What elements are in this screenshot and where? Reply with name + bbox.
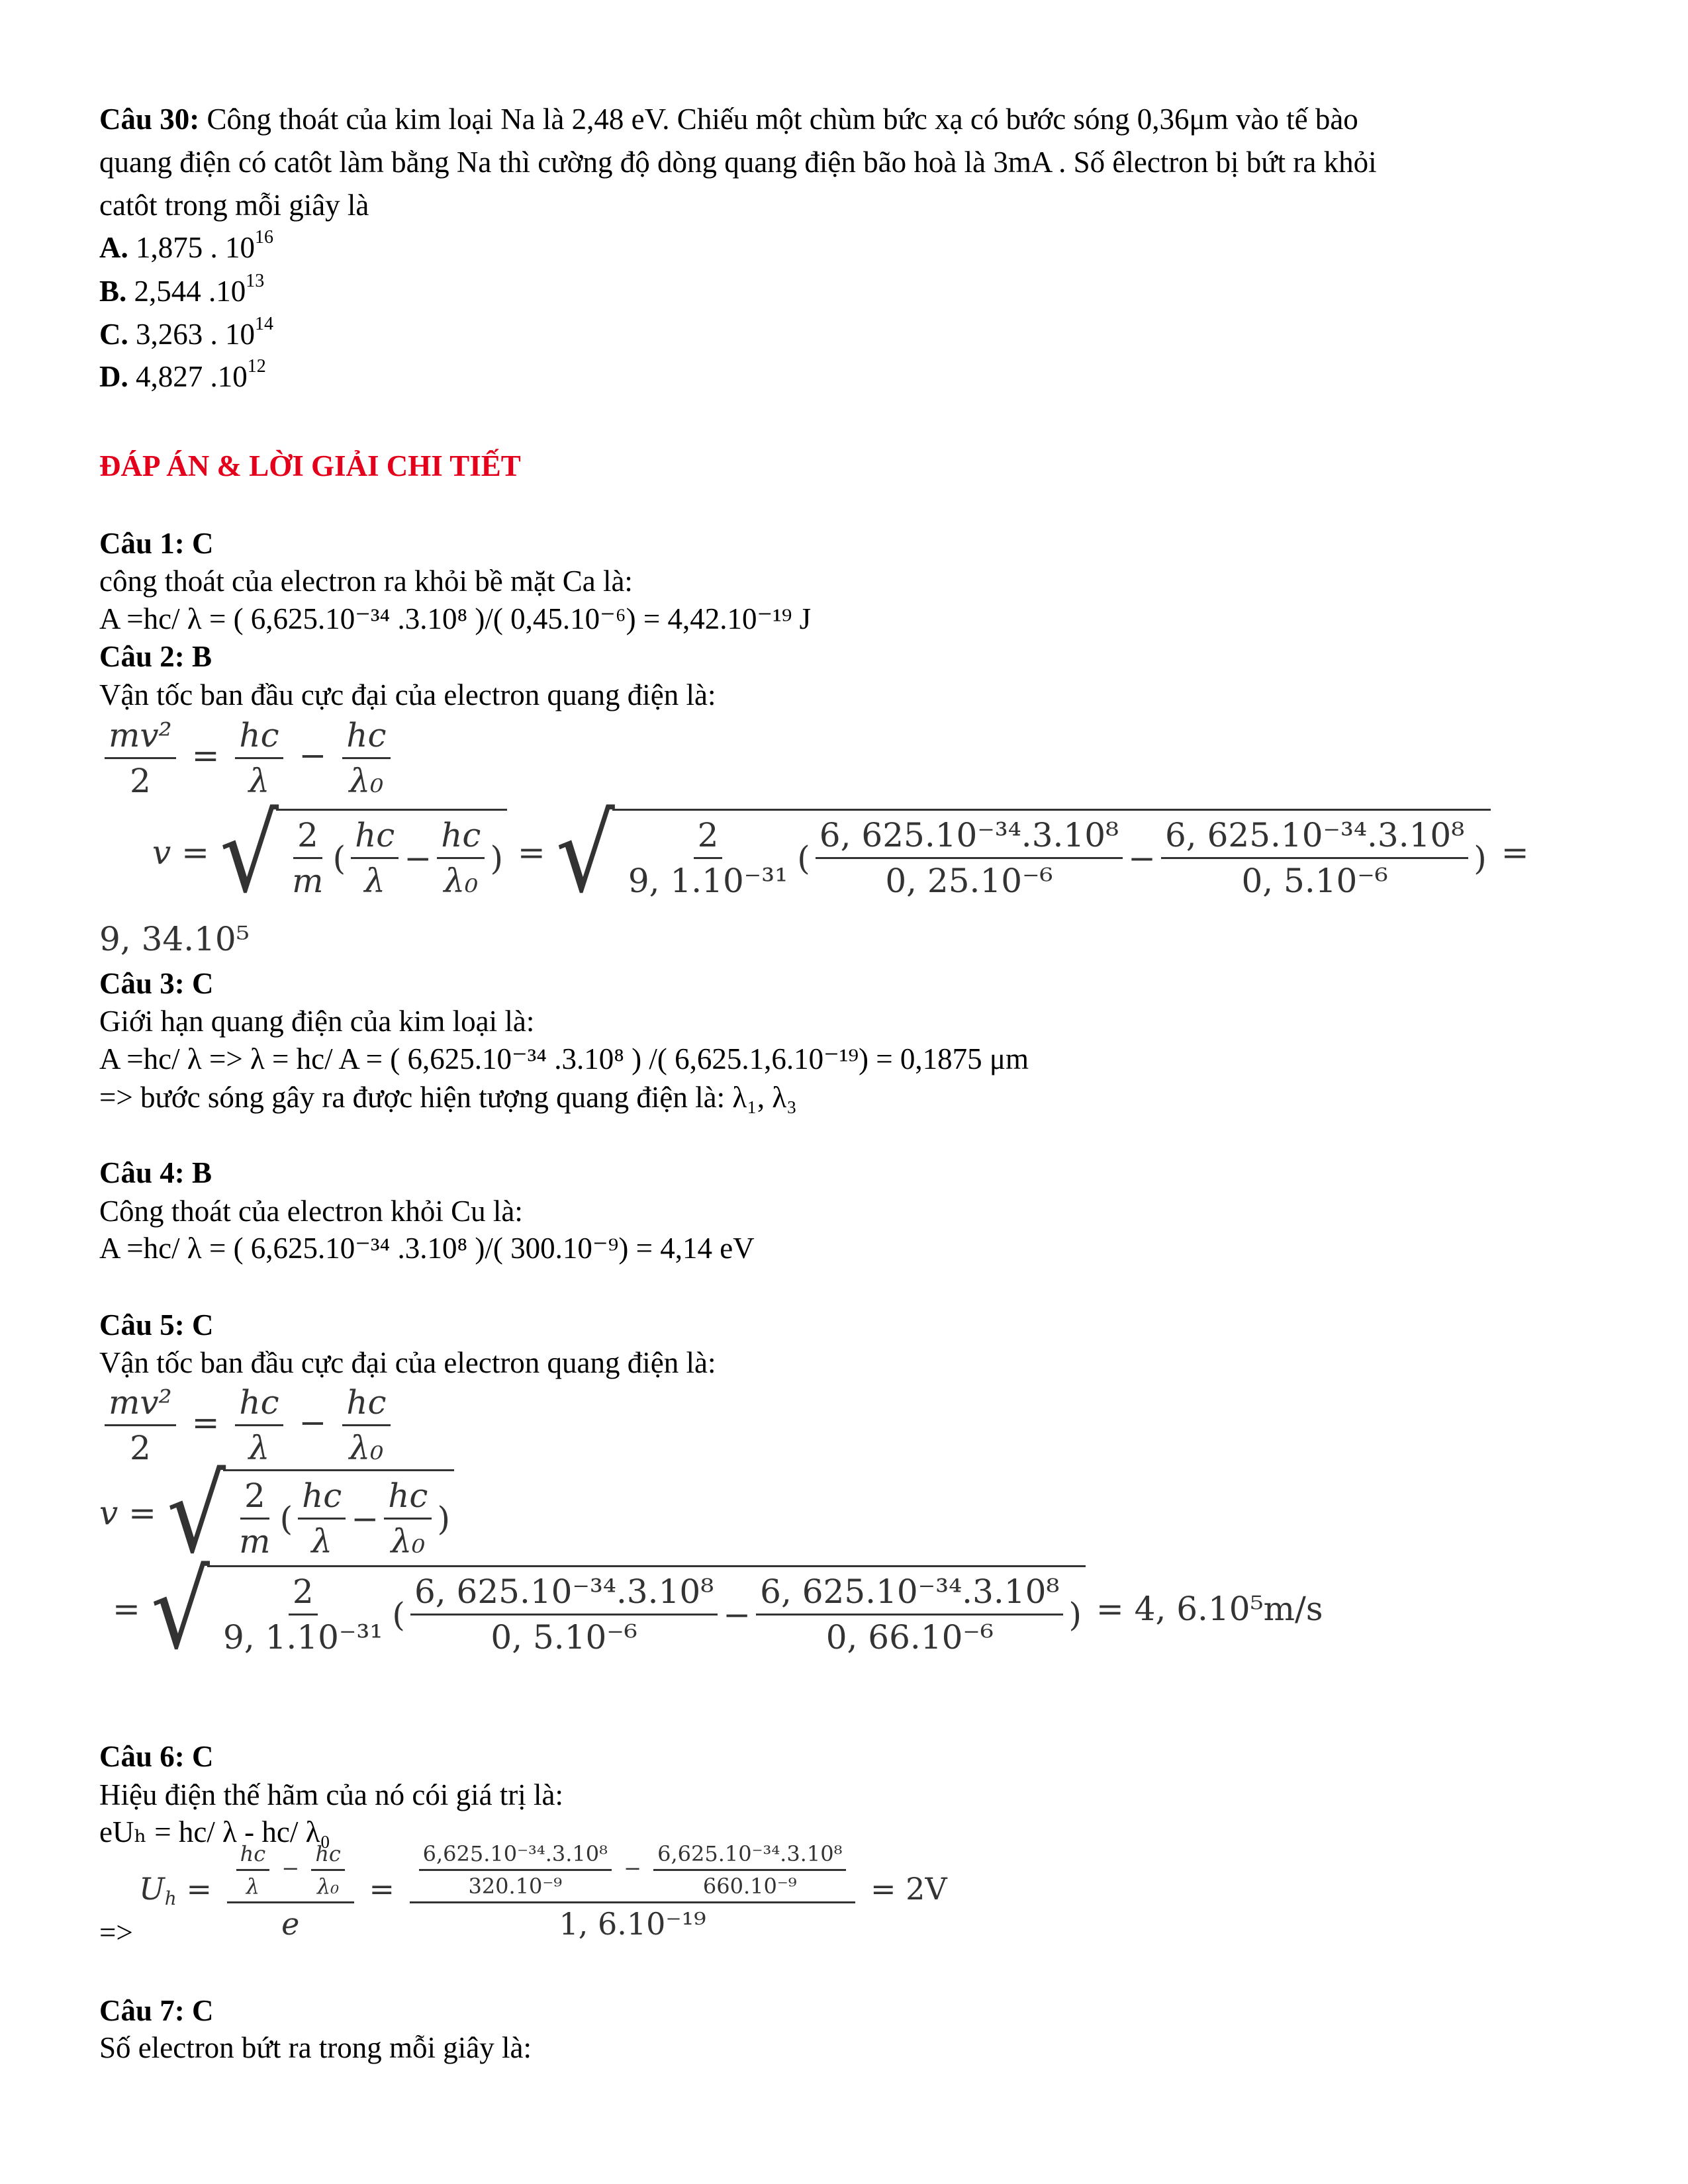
a1-equation: A =hc/ λ = ( 6,625.10⁻³⁴ .3.10⁸ )/( 0,45.10⁻⁶) = 4,42.10⁻¹⁹ J (99, 602, 812, 635)
a2-velocity-formula: v = √ $\frac{2}{m}$ ( $\frac{hc}{\lambda}$ − $\frac{hc}{\text{λ₀}}$ ) = √ $\frac{2}{\text{9, 1.10⁻³¹}}$ ( $\frac{\text{6, 625.10⁻³⁴.3.10⁸}}{\text{0, 25.10⁻⁶}}$ − $\frac{\text{6, 625.10⁻³⁴.3.10⁸}}{\text{0, 5.10⁻⁶}}$ ) = (152, 792, 1529, 917)
a5-kinetic-formula: $\frac{\text{mv²}}{2}$ = $\frac{hc}{\lambda}$ − $\frac{hc}{\text{λ₀}}$ (99, 1383, 396, 1467)
a2-label: Câu 2: B (99, 640, 212, 673)
a1-text: công thoát của electron ra khỏi bề mặt Ca là: (99, 565, 633, 598)
q30-option-c: C. 3,263 . $10^{14}$ (99, 314, 273, 351)
a4-label: Câu 4: B (99, 1156, 212, 1189)
q30-line3: catôt trong mỗi giây là (99, 189, 369, 222)
a3-label: Câu 3: C (99, 967, 214, 1000)
a3-equation: A =hc/ λ => λ = hc/ A = ( 6,625.10⁻³⁴ .3.10⁸ ) /( 6,625.1,6.10⁻¹⁹) = 0,1875 μm (99, 1042, 1029, 1075)
a4-text: Công thoát của electron khỏi Cu là: (99, 1195, 523, 1228)
a5-label: Câu 5: C (99, 1308, 214, 1342)
q30-option-d: D. 4,827 $.10^{12}$ (99, 356, 266, 393)
answers-heading: ĐÁP ÁN & LỜI GIẢI CHI TIẾT (99, 449, 521, 482)
a6-uh-formula: $U_h$ = $\frac{hc}{\lambda}$ − $\frac{hc}{\text{λ₀}}$ e = $\frac{\text{6,625.10⁻³⁴.3.10⁸}}{\text{320.10⁻⁹}}$ − $\frac{\text{6,625.10⁻³⁴.3.10⁸}}{\text{660.10⁻⁹}}$ 1, 6.10⁻¹⁹ = 2V (139, 1841, 947, 1942)
a7-text: Số electron bứt ra trong mỗi giây là: (99, 2031, 532, 2064)
a5-velocity-formula: v = √ $\frac{2}{m}$ ( $\frac{hc}{\lambda}$ − $\frac{hc}{\text{λ₀}}$ ) (99, 1469, 454, 1562)
a3-conclusion: => bước sóng gây ra được hiện tượng quang điện là: λ₁, λ₃ (99, 1081, 797, 1114)
a4-equation: A =hc/ λ = ( 6,625.10⁻³⁴ .3.10⁸ )/( 300.10⁻⁹) = 4,14 eV (99, 1232, 755, 1265)
a5-text: Vận tốc ban đầu cực đại của electron quang điện là: (99, 1346, 716, 1379)
q30-option-a: A. 1,875 . $10^{16}$ (99, 227, 273, 264)
a3-text: Giới hạn quang điện của kim loại là: (99, 1005, 535, 1038)
a6-label: Câu 6: C (99, 1740, 214, 1773)
a7-label: Câu 7: C (99, 1994, 214, 2027)
a2-result: 9, 34.10⁵ (99, 920, 250, 958)
a6-text: Hiệu điện thế hãm của nó cói giá trị là: (99, 1778, 564, 1811)
a5-velocity-numeric: = √ $\frac{2}{\text{9, 1.10⁻³¹}}$ ( $\frac{\text{6, 625.10⁻³⁴.3.10⁸}}{\text{0, 5.10⁻⁶}}$ − $\frac{\text{6, 625.10⁻³⁴.3.10⁸}}{\text{0, 66.10⁻⁶}}$ ) = 4, 6.10⁵m/s (113, 1549, 1323, 1674)
a1-label: Câu 1: C (99, 527, 214, 560)
a6-result: = 2V (870, 1871, 947, 1907)
q30-line2: quang điện có catôt làm bằng Na thì cường độ dòng quang điện bão hoà là 3mA . Số êlectron bị bứt ra khỏi (99, 146, 1377, 179)
q30-line1: Câu 30: Công thoát của kim loại Na là 2,48 eV. Chiếu một chùm bức xạ có bước sóng 0,36μm vào tế bào (99, 103, 1358, 136)
q30-option-b: B. 2,544 $.10^{13}$ (99, 271, 265, 308)
a2-kinetic-formula: $\frac{\text{mv²}}{2}$ = $\frac{hc}{\lambda}$ − $\frac{hc}{\text{λ₀}}$ (99, 716, 396, 800)
a6-arrow: => (99, 1916, 133, 1949)
a6-equation: eUₕ = hc/ λ - hc/ λ₀ (99, 1815, 331, 1848)
a2-text: Vận tốc ban đầu cực đại của electron quang điện là: (99, 678, 716, 711)
a5-result: = 4, 6.10⁵m/s (1096, 1590, 1323, 1628)
